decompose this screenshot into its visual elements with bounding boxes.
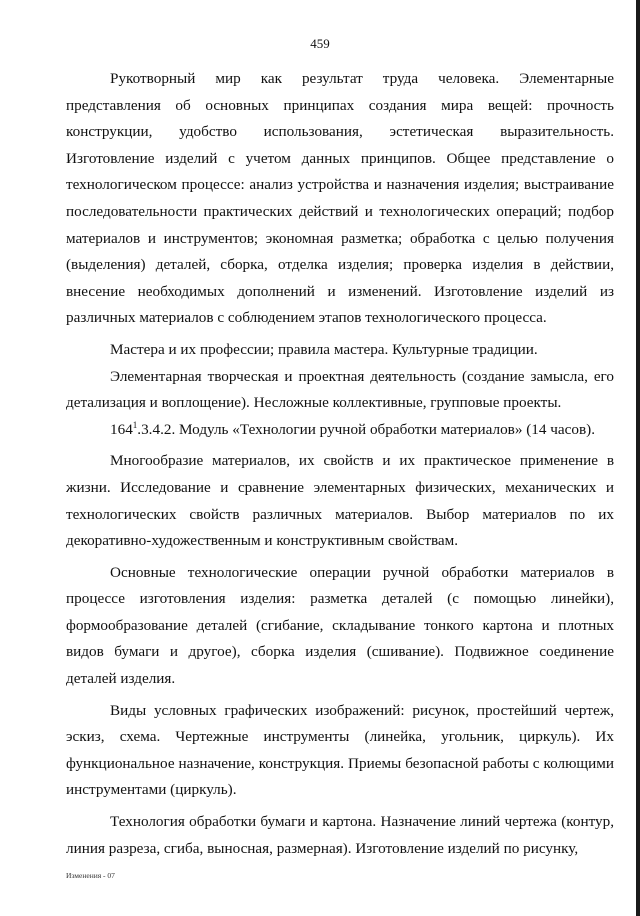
page-content [66,66,614,867]
module-superscript: 1 [132,419,138,430]
scan-edge [636,0,640,916]
paragraph-module-heading [66,417,614,444]
paragraph-handmade-world: Рукотворный мир как результат труда человека. Элементарные представления об основных принципах создания мира вещей: прочность конструкции, удобство использования, эстетическая выразительность. Изготовление изделий с учетом данных принципов. Общее представление о технологическом процессе: анализ устройства и назначения изделия; выстраивание последовательности практических действий и технологических операций; подбор материалов и инструментов; экономная разметка; обработка с целью получения (выделения) деталей, сборка, отделка изделия; проверка изделия в действии, внесение необходимых дополнений и изменений. Изготовление изделий из различных материалов с соблюдением этапов технологического процесса. [66,70,614,327]
paragraph-paper-technology: Технология обработки бумаги и картона. Назначение линий чертежа (контур, линия разреза, сгиба, выносная, размерная). Изготовление изделий по рисунку, [66,813,614,857]
paragraph-operations: Основные технологические операции ручной обработки материалов в процессе изготовления изделия: разметка деталей (с помощью линейки), формообразование деталей (сгибание, складывание тонкого картона и плотных видов бумаги и другое), сборка изделия (сшивание). Подвижное соединение деталей изделия. [66,563,614,688]
paragraph-materials: Многообразие материалов, их свойств и их практическое применение в жизни. Исследование и сравнение элементарных физических, механических и технологических свойств различных материалов. Выбор материалов по их декоративно-художественным и конструктивным свойствам. [66,452,614,550]
paragraph-masters: Мастера и их профессии; правила мастера. Культурные традиции. [110,340,538,358]
paragraph-graphic-images: Виды условных графических изображений: рисунок, простейший чертеж, эскиз, схема. Чертежные инструменты (линейка, угольник, циркуль). Их функциональное назначение, конструкция. Приемы безопасной работы с колющими инструментами (циркуль). [66,701,614,799]
module-number: 164 [110,420,133,438]
footer-note: Изменения - 07 [66,871,115,880]
paragraph-creative-activity: Элементарная творческая и проектная деятельность (создание замысла, его детализация и воплощение). Несложные коллективные, групповые проекты. [66,367,614,412]
module-title: .3.4.2. Модуль «Технологии ручной обработки материалов» (14 часов). [137,420,596,438]
page-number: 459 [310,36,330,51]
